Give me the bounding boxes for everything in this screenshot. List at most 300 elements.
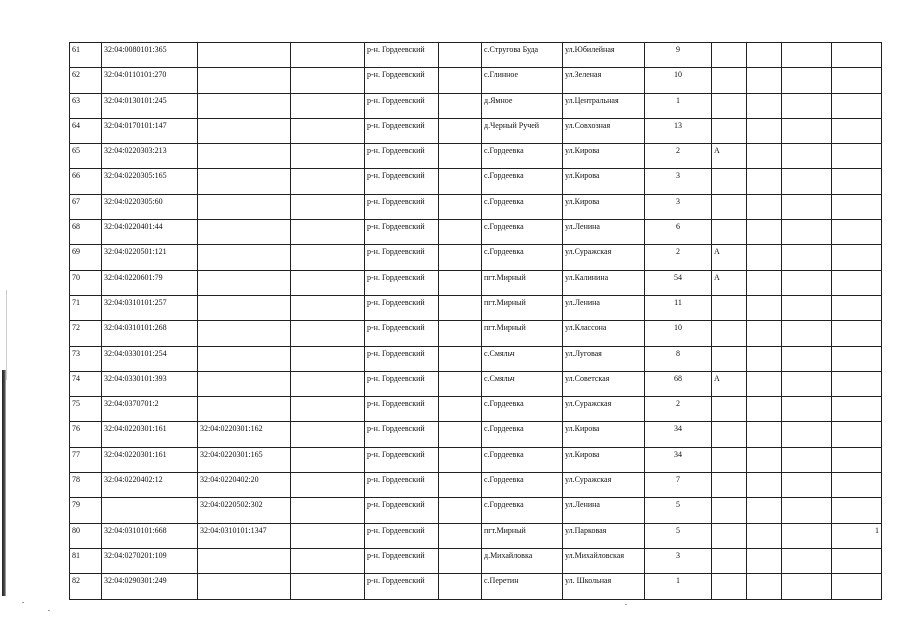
street: ул.Совхозная bbox=[563, 118, 645, 143]
street: ул.Зеленая bbox=[563, 68, 645, 93]
scan-edge-shadow bbox=[2, 370, 6, 596]
blank-cell bbox=[747, 422, 782, 447]
blank-cell bbox=[782, 220, 832, 245]
row-number: 75 bbox=[70, 397, 102, 422]
house-letter bbox=[712, 422, 747, 447]
house-number: 68 bbox=[645, 371, 712, 396]
cadastral-number: 32:04:0220305:165 bbox=[102, 169, 198, 194]
blank-cell bbox=[439, 169, 482, 194]
table-row bbox=[70, 346, 882, 371]
blank-cell bbox=[782, 118, 832, 143]
street: ул.Центральная bbox=[563, 93, 645, 118]
table-row bbox=[70, 371, 882, 396]
cadastral-number: 32:04:0310101:268 bbox=[102, 321, 198, 346]
linked-cadastral-number: 32:04:0220502:302 bbox=[198, 498, 291, 523]
blank-cell bbox=[782, 144, 832, 169]
blank-cell bbox=[291, 498, 365, 523]
district: р-н. Гордеевский bbox=[365, 346, 439, 371]
blank-cell bbox=[747, 523, 782, 548]
district: р-н. Гордеевский bbox=[365, 270, 439, 295]
blank-cell bbox=[747, 144, 782, 169]
cadastral-number: 32:04:0220501:121 bbox=[102, 245, 198, 270]
house-number: 5 bbox=[645, 498, 712, 523]
extra-value: 1 bbox=[832, 523, 882, 548]
linked-cadastral-number bbox=[198, 321, 291, 346]
locality: д.Ямное bbox=[482, 93, 563, 118]
blank-cell bbox=[782, 523, 832, 548]
blank-cell bbox=[291, 270, 365, 295]
street: ул.Юбилейная bbox=[563, 43, 645, 68]
blank-cell bbox=[747, 346, 782, 371]
extra-value bbox=[832, 144, 882, 169]
blank-cell bbox=[747, 371, 782, 396]
district: р-н. Гордеевский bbox=[365, 473, 439, 498]
table-row bbox=[70, 295, 882, 320]
blank-cell bbox=[782, 397, 832, 422]
linked-cadastral-number: 32:04:0310101:1347 bbox=[198, 523, 291, 548]
blank-cell bbox=[291, 447, 365, 472]
district: р-н. Гордеевский bbox=[365, 397, 439, 422]
blank-cell bbox=[439, 321, 482, 346]
blank-cell bbox=[439, 43, 482, 68]
locality: с.Глинное bbox=[482, 68, 563, 93]
table-row bbox=[70, 144, 882, 169]
locality: с.Гордеевка bbox=[482, 194, 563, 219]
blank-cell bbox=[747, 473, 782, 498]
linked-cadastral-number bbox=[198, 68, 291, 93]
blank-cell bbox=[291, 169, 365, 194]
house-number: 9 bbox=[645, 43, 712, 68]
linked-cadastral-number bbox=[198, 346, 291, 371]
extra-value bbox=[832, 295, 882, 320]
district: р-н. Гордеевский bbox=[365, 43, 439, 68]
scan-speck bbox=[22, 602, 24, 603]
street: ул.Михайловская bbox=[563, 548, 645, 573]
house-letter bbox=[712, 397, 747, 422]
locality: пгт.Мирный bbox=[482, 270, 563, 295]
blank-cell bbox=[782, 194, 832, 219]
cadastral-number: 32:04:0220305:60 bbox=[102, 194, 198, 219]
street: ул.Парковая bbox=[563, 523, 645, 548]
blank-cell bbox=[291, 68, 365, 93]
blank-cell bbox=[291, 523, 365, 548]
blank-cell bbox=[439, 473, 482, 498]
street: ул.Ленина bbox=[563, 220, 645, 245]
house-number: 10 bbox=[645, 68, 712, 93]
table-row bbox=[70, 270, 882, 295]
blank-cell bbox=[747, 245, 782, 270]
blank-cell bbox=[291, 346, 365, 371]
register-table-body bbox=[70, 43, 882, 600]
table-row bbox=[70, 118, 882, 143]
district: р-н. Гордеевский bbox=[365, 169, 439, 194]
street: ул.Кирова bbox=[563, 422, 645, 447]
street: ул.Ленина bbox=[563, 498, 645, 523]
house-number: 1 bbox=[645, 93, 712, 118]
linked-cadastral-number bbox=[198, 169, 291, 194]
extra-value bbox=[832, 118, 882, 143]
blank-cell bbox=[291, 397, 365, 422]
blank-cell bbox=[782, 371, 832, 396]
extra-value bbox=[832, 548, 882, 573]
house-letter: А bbox=[712, 245, 747, 270]
blank-cell bbox=[782, 68, 832, 93]
district: р-н. Гордеевский bbox=[365, 574, 439, 599]
house-letter bbox=[712, 498, 747, 523]
row-number: 71 bbox=[70, 295, 102, 320]
house-letter bbox=[712, 220, 747, 245]
blank-cell bbox=[439, 194, 482, 219]
row-number: 62 bbox=[70, 68, 102, 93]
blank-cell bbox=[291, 473, 365, 498]
blank-cell bbox=[747, 194, 782, 219]
blank-cell bbox=[747, 169, 782, 194]
linked-cadastral-number bbox=[198, 43, 291, 68]
extra-value bbox=[832, 498, 882, 523]
blank-cell bbox=[747, 447, 782, 472]
extra-value bbox=[832, 43, 882, 68]
house-number: 11 bbox=[645, 295, 712, 320]
cadastral-number: 32:04:0220601:79 bbox=[102, 270, 198, 295]
district: р-н. Гордеевский bbox=[365, 144, 439, 169]
row-number: 69 bbox=[70, 245, 102, 270]
blank-cell bbox=[782, 245, 832, 270]
locality: с.Гордеевка bbox=[482, 498, 563, 523]
blank-cell bbox=[782, 548, 832, 573]
cadastral-number: 32:04:0370701:2 bbox=[102, 397, 198, 422]
blank-cell bbox=[439, 144, 482, 169]
house-letter bbox=[712, 574, 747, 599]
row-number: 64 bbox=[70, 118, 102, 143]
blank-cell bbox=[782, 93, 832, 118]
blank-cell bbox=[291, 43, 365, 68]
extra-value bbox=[832, 270, 882, 295]
table-row bbox=[70, 447, 882, 472]
street: ул.Суражская bbox=[563, 397, 645, 422]
blank-cell bbox=[439, 220, 482, 245]
linked-cadastral-number bbox=[198, 118, 291, 143]
blank-cell bbox=[747, 498, 782, 523]
street: ул.Классона bbox=[563, 321, 645, 346]
scan-speck bbox=[48, 610, 50, 611]
blank-cell bbox=[439, 548, 482, 573]
extra-value bbox=[832, 574, 882, 599]
table-row bbox=[70, 93, 882, 118]
table-row bbox=[70, 523, 882, 548]
extra-value bbox=[832, 194, 882, 219]
table-row bbox=[70, 321, 882, 346]
locality: с.Стругова Буда bbox=[482, 43, 563, 68]
blank-cell bbox=[439, 93, 482, 118]
locality: с.Гордеевка bbox=[482, 169, 563, 194]
house-letter bbox=[712, 169, 747, 194]
extra-value bbox=[832, 447, 882, 472]
cadastral-number: 32:04:0220303:213 bbox=[102, 144, 198, 169]
street: ул. Школьная bbox=[563, 574, 645, 599]
linked-cadastral-number bbox=[198, 245, 291, 270]
row-number: 65 bbox=[70, 144, 102, 169]
extra-value bbox=[832, 422, 882, 447]
extra-value bbox=[832, 169, 882, 194]
district: р-н. Гордеевский bbox=[365, 321, 439, 346]
linked-cadastral-number bbox=[198, 220, 291, 245]
table-row bbox=[70, 245, 882, 270]
blank-cell bbox=[291, 220, 365, 245]
blank-cell bbox=[439, 371, 482, 396]
table-row bbox=[70, 422, 882, 447]
house-letter bbox=[712, 321, 747, 346]
extra-value bbox=[832, 397, 882, 422]
row-number: 61 bbox=[70, 43, 102, 68]
locality: с.Гордеевка bbox=[482, 397, 563, 422]
house-number: 1 bbox=[645, 574, 712, 599]
blank-cell bbox=[291, 144, 365, 169]
row-number: 77 bbox=[70, 447, 102, 472]
blank-cell bbox=[291, 194, 365, 219]
locality: с.Гордеевка bbox=[482, 245, 563, 270]
cadastral-number: 32:04:0330101:254 bbox=[102, 346, 198, 371]
cadastral-number: 32:04:0290301:249 bbox=[102, 574, 198, 599]
extra-value bbox=[832, 321, 882, 346]
blank-cell bbox=[782, 321, 832, 346]
blank-cell bbox=[747, 118, 782, 143]
blank-cell bbox=[747, 397, 782, 422]
row-number: 68 bbox=[70, 220, 102, 245]
blank-cell bbox=[291, 93, 365, 118]
row-number: 63 bbox=[70, 93, 102, 118]
house-number: 3 bbox=[645, 194, 712, 219]
extra-value bbox=[832, 220, 882, 245]
house-letter bbox=[712, 295, 747, 320]
scan-edge-line bbox=[6, 290, 7, 380]
blank-cell bbox=[782, 270, 832, 295]
blank-cell bbox=[439, 295, 482, 320]
district: р-н. Гордеевский bbox=[365, 295, 439, 320]
district: р-н. Гордеевский bbox=[365, 245, 439, 270]
blank-cell bbox=[439, 346, 482, 371]
table-row bbox=[70, 43, 882, 68]
blank-cell bbox=[747, 68, 782, 93]
blank-cell bbox=[782, 447, 832, 472]
street: ул.Кирова bbox=[563, 194, 645, 219]
cadastral-number: 32:04:0080101:365 bbox=[102, 43, 198, 68]
blank-cell bbox=[291, 245, 365, 270]
house-number: 2 bbox=[645, 397, 712, 422]
blank-cell bbox=[782, 295, 832, 320]
street: ул.Луговая bbox=[563, 346, 645, 371]
locality: д.Михайловка bbox=[482, 548, 563, 573]
house-number: 34 bbox=[645, 447, 712, 472]
linked-cadastral-number bbox=[198, 194, 291, 219]
cadastral-number: 32:04:0130101:245 bbox=[102, 93, 198, 118]
linked-cadastral-number bbox=[198, 574, 291, 599]
table-row bbox=[70, 473, 882, 498]
cadastral-number: 32:04:0170101:147 bbox=[102, 118, 198, 143]
table-row bbox=[70, 220, 882, 245]
district: р-н. Гордеевский bbox=[365, 220, 439, 245]
row-number: 81 bbox=[70, 548, 102, 573]
blank-cell bbox=[782, 43, 832, 68]
house-letter bbox=[712, 68, 747, 93]
blank-cell bbox=[747, 574, 782, 599]
house-number: 54 bbox=[645, 270, 712, 295]
blank-cell bbox=[747, 321, 782, 346]
house-letter bbox=[712, 43, 747, 68]
linked-cadastral-number bbox=[198, 270, 291, 295]
blank-cell bbox=[747, 93, 782, 118]
street: ул.Калинина bbox=[563, 270, 645, 295]
linked-cadastral-number bbox=[198, 144, 291, 169]
locality: пгт.Мирный bbox=[482, 321, 563, 346]
cadastral-number: 32:04:0330101:393 bbox=[102, 371, 198, 396]
blank-cell bbox=[439, 68, 482, 93]
house-number: 3 bbox=[645, 169, 712, 194]
blank-cell bbox=[782, 498, 832, 523]
house-number: 5 bbox=[645, 523, 712, 548]
row-number: 82 bbox=[70, 574, 102, 599]
street: ул.Кирова bbox=[563, 144, 645, 169]
extra-value bbox=[832, 68, 882, 93]
locality: с.Гордеевка bbox=[482, 473, 563, 498]
district: р-н. Гордеевский bbox=[365, 422, 439, 447]
blank-cell bbox=[291, 574, 365, 599]
house-letter bbox=[712, 548, 747, 573]
blank-cell bbox=[439, 245, 482, 270]
linked-cadastral-number bbox=[198, 295, 291, 320]
locality: пгт.Мирный bbox=[482, 523, 563, 548]
blank-cell bbox=[291, 321, 365, 346]
cadastral-number: 32:04:0220401:44 bbox=[102, 220, 198, 245]
street: ул.Советская bbox=[563, 371, 645, 396]
blank-cell bbox=[439, 447, 482, 472]
linked-cadastral-number bbox=[198, 371, 291, 396]
cadastral-number: 32:04:0220402:12 bbox=[102, 473, 198, 498]
house-number: 10 bbox=[645, 321, 712, 346]
linked-cadastral-number: 32:04:0220402:20 bbox=[198, 473, 291, 498]
extra-value bbox=[832, 346, 882, 371]
blank-cell bbox=[291, 548, 365, 573]
linked-cadastral-number bbox=[198, 548, 291, 573]
cadastral-number: 32:04:0310101:668 bbox=[102, 523, 198, 548]
table-row bbox=[70, 169, 882, 194]
blank-cell bbox=[747, 548, 782, 573]
locality: пгт.Мирный bbox=[482, 295, 563, 320]
blank-cell bbox=[439, 574, 482, 599]
street: ул.Ленина bbox=[563, 295, 645, 320]
locality: с.Гордеевка bbox=[482, 447, 563, 472]
row-number: 70 bbox=[70, 270, 102, 295]
row-number: 76 bbox=[70, 422, 102, 447]
extra-value bbox=[832, 473, 882, 498]
locality: с.Гордеевка bbox=[482, 220, 563, 245]
table-row bbox=[70, 397, 882, 422]
house-number: 34 bbox=[645, 422, 712, 447]
blank-cell bbox=[782, 574, 832, 599]
house-letter bbox=[712, 93, 747, 118]
house-number: 2 bbox=[645, 245, 712, 270]
district: р-н. Гордеевский bbox=[365, 194, 439, 219]
house-number: 7 bbox=[645, 473, 712, 498]
district: р-н. Гордеевский bbox=[365, 93, 439, 118]
locality: д.Черный Ручей bbox=[482, 118, 563, 143]
house-number: 6 bbox=[645, 220, 712, 245]
blank-cell bbox=[439, 523, 482, 548]
house-number: 8 bbox=[645, 346, 712, 371]
locality: с.Гордеевка bbox=[482, 144, 563, 169]
blank-cell bbox=[782, 169, 832, 194]
table-row bbox=[70, 194, 882, 219]
locality: с.Смяльч bbox=[482, 346, 563, 371]
row-number: 66 bbox=[70, 169, 102, 194]
blank-cell bbox=[782, 473, 832, 498]
property-register-table bbox=[69, 42, 882, 600]
blank-cell bbox=[747, 270, 782, 295]
cadastral-number: 32:04:0220301:161 bbox=[102, 447, 198, 472]
row-number: 73 bbox=[70, 346, 102, 371]
cadastral-number: 32:04:0220301:161 bbox=[102, 422, 198, 447]
blank-cell bbox=[747, 220, 782, 245]
extra-value bbox=[832, 371, 882, 396]
cadastral-number bbox=[102, 498, 198, 523]
street: ул.Суражская bbox=[563, 473, 645, 498]
blank-cell bbox=[747, 43, 782, 68]
blank-cell bbox=[439, 397, 482, 422]
cadastral-number: 32:04:0310101:257 bbox=[102, 295, 198, 320]
district: р-н. Гордеевский bbox=[365, 548, 439, 573]
blank-cell bbox=[291, 422, 365, 447]
blank-cell bbox=[782, 422, 832, 447]
house-letter: А bbox=[712, 144, 747, 169]
house-letter: А bbox=[712, 371, 747, 396]
house-number: 3 bbox=[645, 548, 712, 573]
row-number: 79 bbox=[70, 498, 102, 523]
street: ул.Кирова bbox=[563, 169, 645, 194]
scan-speck bbox=[625, 604, 627, 605]
locality: с.Перетин bbox=[482, 574, 563, 599]
district: р-н. Гордеевский bbox=[365, 118, 439, 143]
row-number: 67 bbox=[70, 194, 102, 219]
blank-cell bbox=[439, 118, 482, 143]
house-letter bbox=[712, 447, 747, 472]
district: р-н. Гордеевский bbox=[365, 523, 439, 548]
house-letter bbox=[712, 346, 747, 371]
row-number: 74 bbox=[70, 371, 102, 396]
table-row bbox=[70, 548, 882, 573]
row-number: 80 bbox=[70, 523, 102, 548]
linked-cadastral-number bbox=[198, 397, 291, 422]
district: р-н. Гордеевский bbox=[365, 498, 439, 523]
blank-cell bbox=[291, 371, 365, 396]
house-letter: А bbox=[712, 270, 747, 295]
locality: с.Гордеевка bbox=[482, 422, 563, 447]
table-row bbox=[70, 498, 882, 523]
blank-cell bbox=[439, 270, 482, 295]
cadastral-number: 32:04:0110101:270 bbox=[102, 68, 198, 93]
house-letter bbox=[712, 473, 747, 498]
blank-cell bbox=[291, 118, 365, 143]
linked-cadastral-number: 32:04:0220301:162 bbox=[198, 422, 291, 447]
district: р-н. Гордеевский bbox=[365, 371, 439, 396]
extra-value bbox=[832, 245, 882, 270]
blank-cell bbox=[439, 422, 482, 447]
linked-cadastral-number: 32:04:0220301:165 bbox=[198, 447, 291, 472]
street: ул.Суражская bbox=[563, 245, 645, 270]
house-letter bbox=[712, 523, 747, 548]
blank-cell bbox=[291, 295, 365, 320]
district: р-н. Гордеевский bbox=[365, 447, 439, 472]
house-letter bbox=[712, 118, 747, 143]
extra-value bbox=[832, 93, 882, 118]
